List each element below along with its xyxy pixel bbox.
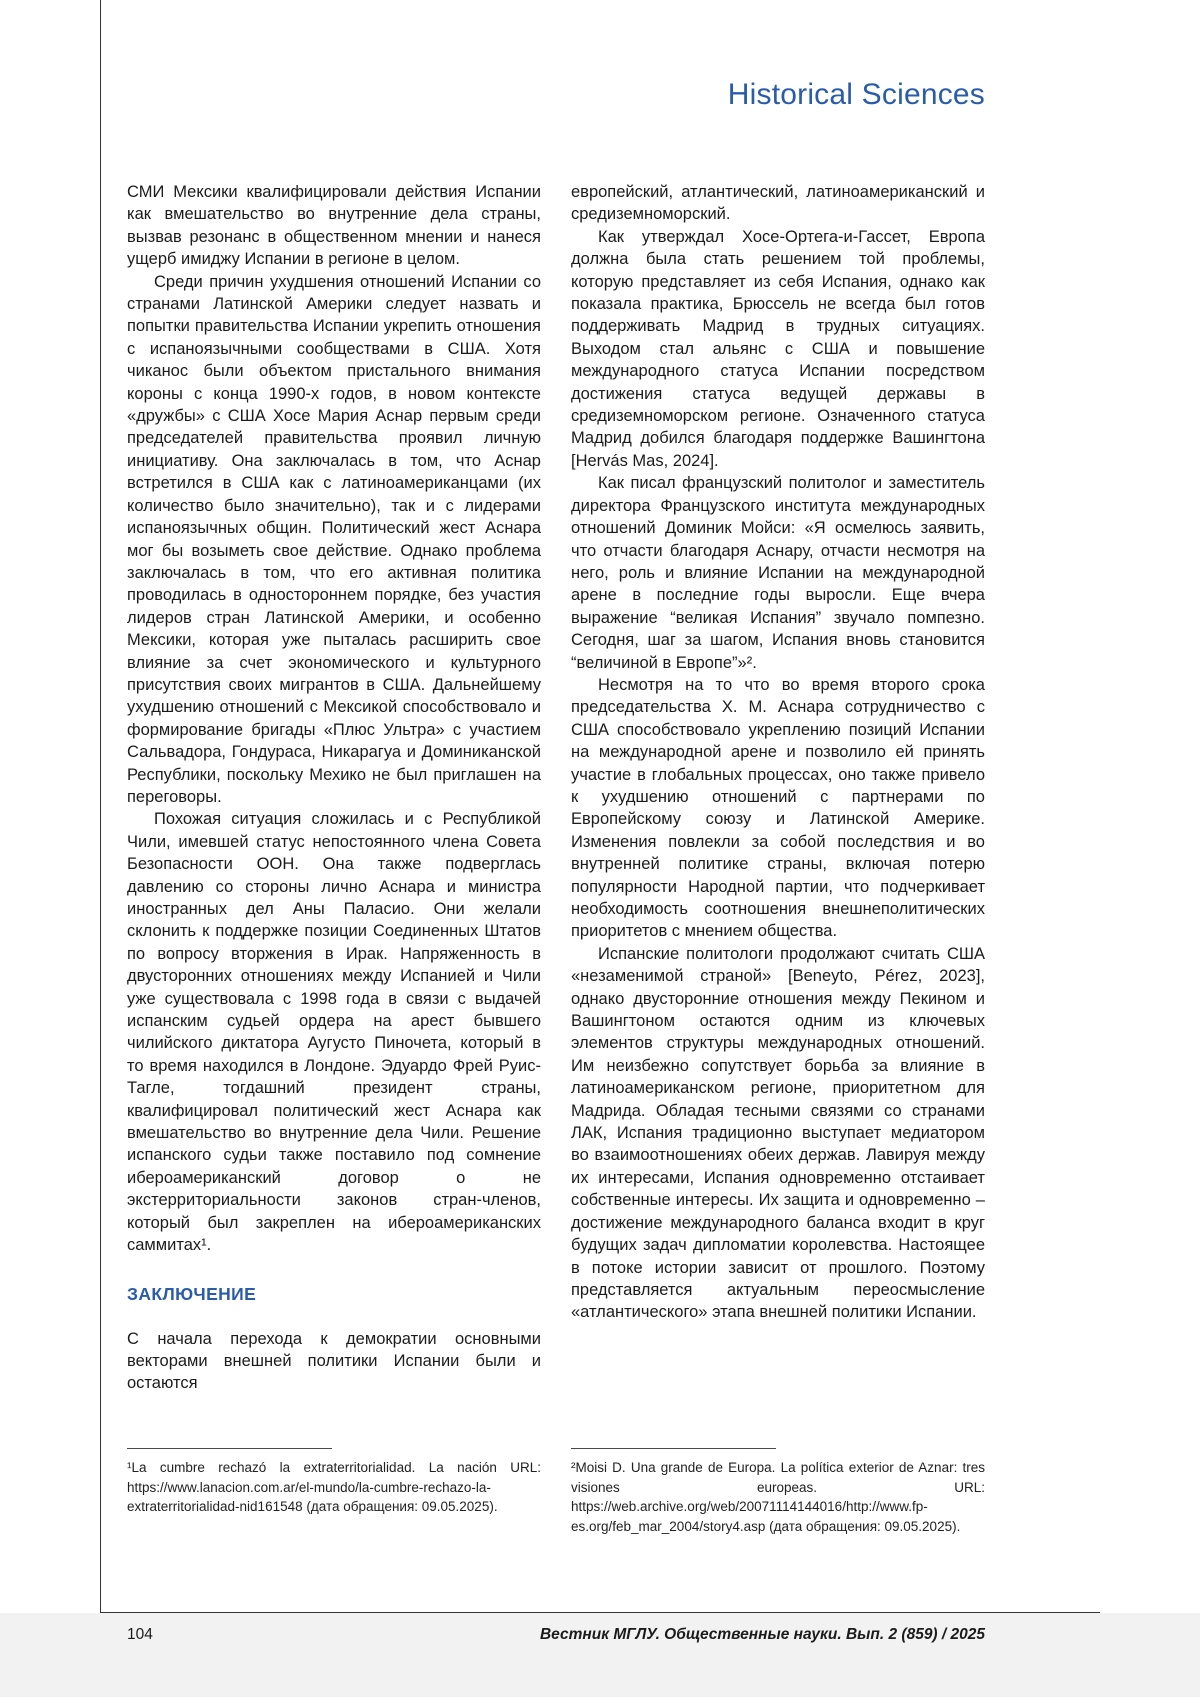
body-paragraph: Похожая ситуация сложилась и с Республикой Чили, имевшей статус непостоянного члена Совета Безопасности ООН. Она также подверглась давлению со стороны лично Аснара и министра иностранных дел Аны Паласио. Они желали склонить к поддержке позиции Соединенных Штатов по вопросу вторжения в Ирак. Напряженность в двусторонних отношениях между Испанией и Чили уже существовала с 1998 года в связи с выдачей испанским судьей ордера на арест бывшего чилийского диктатора Аугусто Пиночета, который в то время находился в Лондоне. Эдуардо Фрей Руис-Тагле, тогдашний президент страны, квалифицировал политический жест Аснара как вмешательство во внутренние дела Чили. Решение испанского судьи также поставило под сомнение ибероамериканский договор о не экстерриториальности законов стран-членов, который был закреплен на ибероамериканских саммитах¹. [127, 810, 541, 1255]
page-footer [127, 1626, 985, 1644]
footnotes-section [127, 1448, 985, 1536]
body-paragraph: Испанские политологи продолжают считать США «незаменимой страной» [Beneyto, Pérez, 2023], однако двусторонние отношения между Пекином и Вашингтоном остаются одним из ключевых элементов структуры международных отношений. Им неизбежно сопутствует борьба за влияние в латиноамериканском регионе, приоритетном для Мадрида. Обладая тесными связями со странами ЛАК, Испания традиционно выступает медиатором во взаимоотношениях обеих держав. Лавируя между их интересами, Испания одновременно отстаивает собственные интересы. Их защита и одновременно – достижение международного баланса входит в круг будущих задач дипломатии королевства. Настоящее в потоке истории зависит от прошлого. Поэтому представляется актуальным переосмысление «атлантического» этапа внешней политики Испании. [571, 944, 985, 1322]
footnote-separator [571, 1448, 776, 1449]
footnote-left [127, 1448, 541, 1536]
body-paragraph: С начала перехода к демократии основными векторами внешней политики Испании были и остаются [127, 1329, 541, 1393]
footnote-separator [127, 1448, 332, 1449]
body-paragraph: СМИ Мексики квалифицировали действия Испании как вмешательство во внутренние дела страны, вызвав резонанс в общественном мнении и нанеся ущерб имиджу Испании в регионе в целом. [127, 183, 541, 269]
footnote-text: ¹La cumbre rechazó la extraterritorialidad. La nación URL: https://www.lanacion.com.ar/el-mundo/la-cumbre-rechazo-la-extraterritorialidad-nid161548 (дата обращения: 09.05.2025). [127, 1460, 541, 1514]
body-paragraph: Несмотря на то что во время второго срока председательства Х. М. Аснара сотрудничество с США способствовало укреплению позиций Испании на международной арене и позволило ей принять участие в глобальных процессах, оно также привело к ухудшению отношений с партнерами по Европейскому союзу и Латинской Америке. Изменения повлекли за собой последствия и во внутренней политике страны, включая потерю популярности Народной партии, что подчеркивает необходимость соотношения внешнеполитических приоритетов с мнением общества. [571, 675, 985, 941]
body-paragraph: Среди причин ухудшения отношений Испании со странами Латинской Америки следует назвать и попытки правительства Испании укрепить отношения с испаноязычными сообществами в США. Хотя чиканос были объектом пристального внимания короны с конца 1990-х годов, в новом контексте «дружбы» с США Хосе Мария Аснар первым среди председателей правительства проявил личную инициативу. Она заключалась в том, что Аснар встретился в США как с латиноамериканцами (их количество было значительно), так и с лидерами испаноязычных общин. Политический жест Аснара мог бы возыметь свое действие. Однако проблема заключалась в том, что его активная политика проводилась в одностороннем порядке, без участия лидеров стран Латинской Америки, и особенно Мексики, которая уже пыталась расширить свое влияние за счет экономического и культурного присутствия своих мигрантов в США. Дальнейшему ухудшению отношений с Мексикой способствовало и формирование бригады «Плюс Ультра» с участием Сальвадора, Гондураса, Никарагуа и Доминиканской Республики, поскольку Мехико не был приглашен на переговоры. [127, 272, 541, 806]
conclusion-heading: ЗАКЛЮЧЕНИЕ [127, 1283, 257, 1304]
footnote-right [571, 1448, 985, 1536]
page-number: 104 [127, 1626, 153, 1643]
running-head: Historical Sciences [727, 78, 985, 111]
body-paragraph: Как утверждал Хосе-Ортега-и-Гассет, Европа должна была стать решением той проблемы, которую представляет из себя Испания, однако как показала практика, Брюссель не всегда был готов поддерживать Мадрид в трудных ситуациях. Выходом стал альянс с США и повышение международного статуса Испании посредством достижения статуса ведущей державы в средиземноморском регионе. Означенного статуса Мадрид добился благодаря поддержке Вашингтона [Hervás Mas, 2024]. [571, 227, 985, 470]
body-paragraph: Как писал французский политолог и заместитель директора Французского института международных отношений Доминик Мойси: «Я осмелюсь заявить, что отчасти благодаря Аснару, отчасти несмотря на него, роль и влияние Испании на международной арене в последние годы выросли. Еще вчера выражение “великая Испания” звучало помпезно. Сегодня, шаг за шагом, Испания вновь становится “величиной в Европе”»². [571, 474, 985, 672]
left-column [127, 181, 541, 1395]
footer-rule [100, 1612, 1100, 1613]
body-paragraph: европейский, атлантический, латиноамериканский и средиземноморский. [571, 183, 985, 224]
right-column [571, 181, 985, 1395]
article-body [127, 181, 985, 1395]
page-edge-line [100, 0, 101, 1697]
footnote-text: ²Moisi D. Una grande de Europa. La política exterior de Aznar: tres visiones europeas. URL: https://web.archive.org/web/20071114144016/http://www.fp-es.org/feb_mar_2004/story4.asp (дата обращения: 09.05.2025). [571, 1460, 985, 1534]
journal-citation: Вестник МГЛУ. Общественные науки. Вып. 2 (859) / 2025 [539, 1626, 985, 1643]
